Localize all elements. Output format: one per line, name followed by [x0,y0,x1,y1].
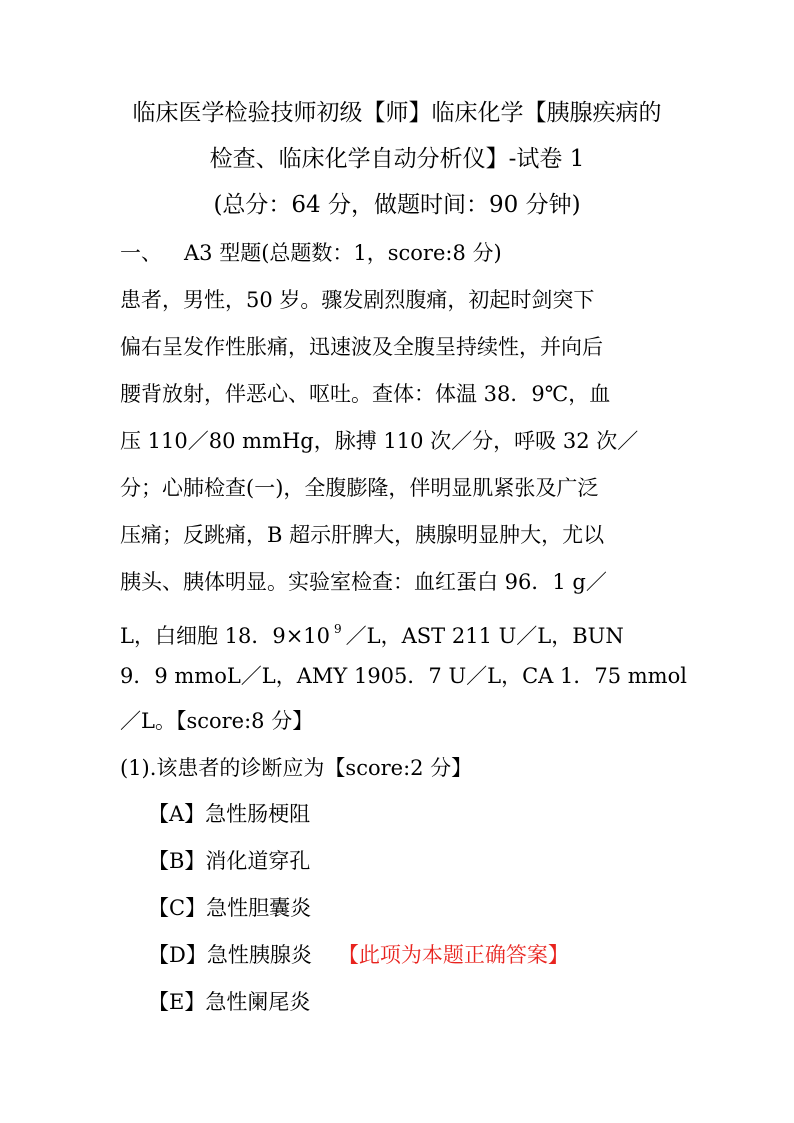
option-e[interactable]: 【E】急性阑尾炎 [148,990,311,1014]
case-line: 9．9 mmoL／L，AMY 1905．7 U／L，CA 1．75 mmol [120,664,687,688]
section-heading [120,238,502,268]
lab-values: ／L，AST 211 U／L，BUN [345,624,624,648]
case-line: 患者，男性，50 岁。骤发剧烈腹痛，初起时剑突下 [120,288,595,312]
document-title-line-2: 检查、临床化学自动分析仪】-试卷 1 [209,146,585,172]
question-text: (1).该患者的诊断应为【score:2 分】 [120,756,473,780]
exponent: 9 [334,622,342,636]
document-title-line-1: 临床医学检验技师初级【师】临床化学【胰腺疾病的 [132,100,662,126]
option-b[interactable]: 【B】消化道穿孔 [148,849,311,873]
section-number: 一、 [120,241,162,265]
case-line: 腰背放射，伴恶心、呕吐。查体：体温 38．9℃，血 [120,382,611,406]
option-d-label: 【D】急性胰腺炎 [148,943,312,967]
wbc-value: L，白细胞 18．9×10 [120,624,331,648]
correct-answer-note: 【此项为本题正确答案】 [337,943,569,967]
case-line: 压 110／80 mmHg，脉搏 110 次／分，呼吸 32 次／ [120,429,639,453]
option-c[interactable]: 【C】急性胆囊炎 [148,896,312,920]
case-line-score: ／L。【score:8 分】 [120,709,314,733]
case-line [120,614,624,651]
document-score-time: (总分：64 分，做题时间：90 分钟) [213,192,581,218]
option-d[interactable] [148,940,569,970]
section-title: A3 型题(总题数：1，score:8 分) [184,241,502,265]
option-a[interactable]: 【A】急性肠梗阻 [148,802,311,826]
case-line: 分；心肺检查(一)，全腹膨隆，伴明显肌紧张及广泛 [120,476,599,500]
case-line: 偏右呈发作性胀痛，迅速波及全腹呈持续性，并向后 [120,335,603,359]
case-line: 胰头、胰体明显。实验室检查：血红蛋白 96．1 g／ [120,570,607,594]
case-line: 压痛；反跳痛，B 超示肝脾大，胰腺明显肿大，尤以 [120,523,605,547]
